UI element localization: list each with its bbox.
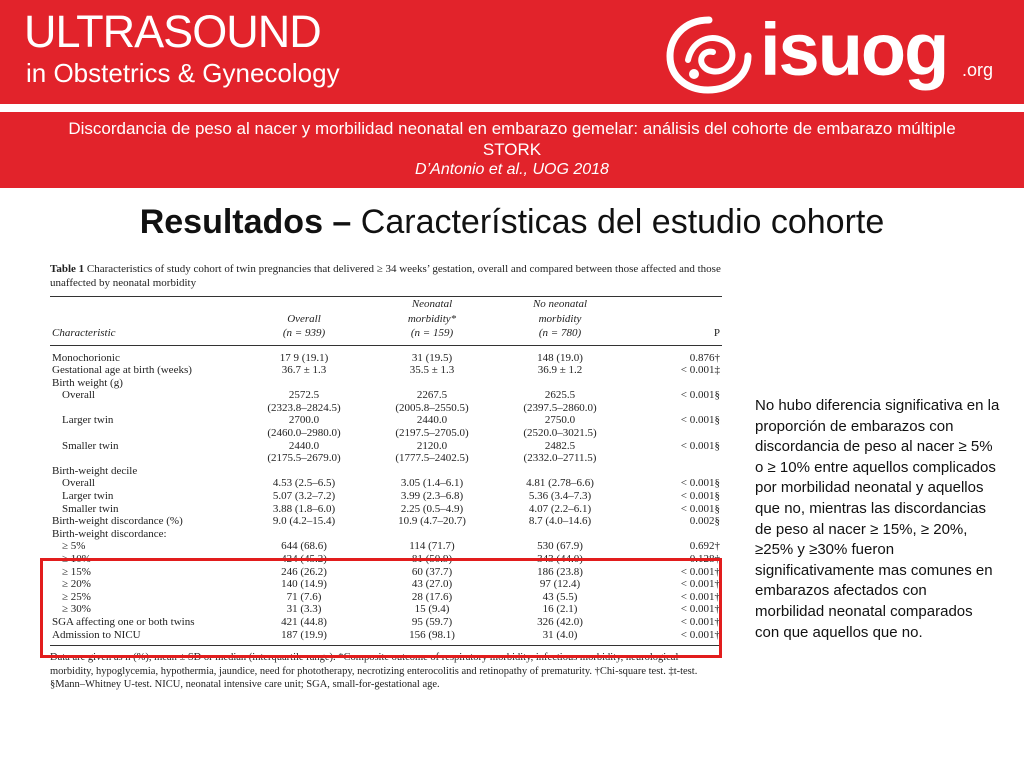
table-cell-morb: 2267.5 <box>416 389 448 402</box>
heading-bold: Resultados – <box>139 203 352 241</box>
table-cell-morb: 2440.0 <box>416 414 448 427</box>
slide-heading <box>0 200 1024 244</box>
table-cell-nomorb: 4.81 (2.78–6.6) <box>526 477 594 490</box>
table-cell-p: < 0.001§ <box>680 414 720 427</box>
table-cell-label: ≥ 20% <box>62 578 91 591</box>
table-cell-label: Overall <box>62 477 95 490</box>
table-caption-label: Table 1 <box>50 263 85 275</box>
header-morbidity-line1: Neonatal <box>368 297 496 312</box>
journal-title: ULTRASOUND <box>24 6 321 57</box>
header-overall: Overall <box>287 312 321 325</box>
table-cell-overall: 5.07 (3.2–7.2) <box>272 490 336 503</box>
table-cell-label: Birth-weight discordance: <box>52 527 167 540</box>
table-cell-morb: 81 (50.9) <box>411 553 453 565</box>
logo-suffix: .org <box>962 60 994 80</box>
table-cell-p: < 0.001§ <box>680 502 720 515</box>
table-header-row <box>50 326 722 345</box>
table-cell-nomorb <box>496 528 624 541</box>
table-cell-nomorb: 5.36 (3.4–7.3) <box>528 490 592 503</box>
table-cell-overall: 36.7 ± 1.3 <box>281 364 327 377</box>
table-cell-p: 0.876† <box>689 351 720 364</box>
table-cell-overall: 187 (19.9) <box>240 629 368 646</box>
table-cell-label: ≥ 25% <box>62 590 91 603</box>
table-cell-nomorb: 2750.0 <box>544 414 576 427</box>
table-cell-morb: 35.5 ± 1.3 <box>409 364 455 377</box>
table-row <box>50 377 722 390</box>
table-cell-morb: 2120.0 <box>416 439 448 452</box>
table-cell-label: Smaller twin <box>62 502 119 515</box>
side-commentary: No hubo diferencia significativa en la proporción de embarazos con discordancia de peso al nacer ≥ 5% o ≥ 10% entre aquellos complicados por morbilidad neonatal y aquellos que no, mientras las discordancias de peso al nacer ≥ 15%, ≥ 20%, ≥25% y ≥30% fueron significativamente mas comunes en embarazos afectados con morbilidad neonatal comparados con que aquellos que no. <box>755 397 1000 641</box>
table-cell-p: < 0.001† <box>680 590 720 603</box>
table-cell-overall: 246 (26.2) <box>281 565 327 578</box>
table-row <box>50 503 722 516</box>
table-cell-label: SGA affecting one or both twins <box>52 615 195 628</box>
table-cell-nomorb: 186 (23.8) <box>537 565 583 578</box>
table-footnote: Data are given as n (%), mean ± SD or median (interquartile range). *Composite outcome of respiratory morbidity, infectious morbidity, neurological morbidity, hypoglycemia, hypothermia, jaundice, need for phototherapy, necrotizing enterocolitis and retinopathy of prematurity. †Chi-square test. ‡t-test. §Mann–Whitney U-test. NICU, neonatal intensive care unit; SGA, small-for-gestational age. <box>50 652 698 691</box>
table-cell-p: < 0.001† <box>680 615 720 628</box>
table-cell-overall: 421 (44.8) <box>281 615 327 628</box>
article-banner <box>0 112 1024 188</box>
table-cell-p <box>624 377 722 390</box>
table-cell-p <box>624 528 722 541</box>
table-cell-nomorb: 148 (19.0) <box>537 351 583 364</box>
table-cell-overall: 644 (68.6) <box>281 540 327 553</box>
table-cell-label: ≥ 30% <box>62 603 91 616</box>
table-cell-nomorb: 36.9 ± 1.2 <box>537 364 583 377</box>
table-header-row <box>50 297 722 312</box>
header-no-morbidity-n: (n = 780) <box>496 326 624 345</box>
table-cell-label: Birth weight (g) <box>52 376 123 389</box>
table-cell-morb: 43 (27.0) <box>411 578 453 591</box>
table-cell-p: < 0.001† <box>624 629 722 646</box>
table-cell-label <box>50 452 240 465</box>
table-cell-morb <box>368 465 496 478</box>
table-cell-label: ≥ 15% <box>62 565 91 578</box>
table-row <box>50 414 722 427</box>
table-cell-overall: 4.53 (2.5–6.5) <box>272 477 336 490</box>
table-cell-morb: 2.25 (0.5–4.9) <box>400 502 464 515</box>
table-cell-overall: 2700.0 <box>288 414 320 427</box>
table-cell-morb: 156 (98.1) <box>368 629 496 646</box>
table-cell-p <box>624 427 722 440</box>
table-cell-nomorb: 4.07 (2.2–6.1) <box>528 502 592 515</box>
highlight-box <box>40 558 722 658</box>
table-row <box>50 452 722 465</box>
table-cell-overall: (2323.8–2824.5) <box>267 401 341 414</box>
table-cell-p: 0.128† <box>689 553 720 565</box>
header-overall-n: (n = 939) <box>240 326 368 345</box>
table-row <box>50 515 722 528</box>
table-cell-p <box>624 465 722 478</box>
table-cell-label: Overall <box>62 389 95 402</box>
table-cell-label: Smaller twin <box>62 439 119 452</box>
table-cell-label: ≥ 5% <box>62 540 86 553</box>
table-cell-label: Larger twin <box>62 414 114 427</box>
table-cell-morb: (2005.8–2550.5) <box>395 401 469 414</box>
table-cell-morb: 3.05 (1.4–6.1) <box>400 477 464 490</box>
header-morbidity-n: (n = 159) <box>368 326 496 345</box>
table-cell-label <box>50 402 240 415</box>
table-cell-p: 0.002§ <box>689 515 720 528</box>
table-cell-overall: 9.0 (4.2–15.4) <box>272 515 336 528</box>
table-cell-label: Admission to NICU <box>50 629 240 646</box>
table-cell-nomorb: (2520.0–3021.5) <box>523 427 597 440</box>
table-cell-overall: 31 (3.3) <box>286 603 322 616</box>
table-row <box>50 427 722 440</box>
article-title: Discordancia de peso al nacer y morbilidad neonatal en embarazo gemelar: análisis del cohorte de embarazo múltiple STORK <box>68 119 956 159</box>
table-cell-nomorb: (2332.0–2711.5) <box>523 452 597 465</box>
table-cell-p: < 0.001§ <box>680 477 720 490</box>
table-row <box>50 540 722 553</box>
table-cell-nomorb <box>496 377 624 390</box>
table-cell-overall: 2440.0 <box>288 439 320 452</box>
table-cell-nomorb: 8.7 (4.0–14.6) <box>528 515 592 528</box>
table-cell-morb: 95 (59.7) <box>411 615 453 628</box>
table-cell-morb: 31 (19.5) <box>411 351 453 364</box>
table-cell-nomorb: 2482.5 <box>544 439 576 452</box>
table-cell-morb: 10.9 (4.7–20.7) <box>398 515 466 528</box>
table-cell-nomorb <box>496 465 624 478</box>
table-cell-label: Birth-weight decile <box>52 464 138 477</box>
table-cell-nomorb: 326 (42.0) <box>537 615 583 628</box>
table-cell-nomorb: 43 (5.5) <box>542 590 578 603</box>
table-cell-morb: 114 (71.7) <box>409 540 455 553</box>
table-row <box>50 490 722 503</box>
table-cell-morb <box>368 528 496 541</box>
table-cell-p: < 0.001§ <box>680 490 720 503</box>
table-cell-nomorb: (2397.5–2860.0) <box>523 401 597 414</box>
table-cell-nomorb: 530 (67.9) <box>537 540 583 553</box>
table-cell-overall: (2460.0–2980.0) <box>267 427 341 440</box>
table-cell-overall: (2175.5–2679.0) <box>267 452 341 465</box>
table-cell-morb <box>368 377 496 390</box>
table-cell-overall <box>240 528 368 541</box>
table-row <box>50 440 722 453</box>
table-cell-nomorb: 97 (12.4) <box>539 578 581 591</box>
table-cell-morb: 15 (9.4) <box>414 603 450 616</box>
table-row <box>50 389 722 402</box>
table-cell-nomorb: 16 (2.1) <box>542 603 578 616</box>
table-cell-morb: 3.99 (2.3–6.8) <box>400 490 464 503</box>
table-cell-nomorb: 2625.5 <box>544 389 576 402</box>
table-cell-overall <box>240 377 368 390</box>
table-caption-text: Characteristics of study cohort of twin pregnancies that delivered ≥ 34 weeks’ gestation, overall and compared between those affected and those unaffected by neonatal morbidity <box>50 263 721 289</box>
table-cell-overall: 2572.5 <box>288 389 320 402</box>
header-characteristic: Characteristic <box>50 326 240 345</box>
table-cell-overall: 140 (14.9) <box>281 578 327 591</box>
table-row <box>50 364 722 377</box>
isuog-logo-icon <box>664 12 754 98</box>
table-header-row <box>50 312 722 327</box>
table-caption <box>50 262 722 290</box>
table-cell-overall: 424 (45.2) <box>281 553 327 565</box>
table-cell-label: Gestational age at birth (weeks) <box>52 364 192 377</box>
table-cell-nomorb: 343 (44.0) <box>537 553 583 565</box>
journal-header <box>0 0 1024 104</box>
table-cell-p: < 0.001§ <box>680 439 720 452</box>
table-cell-label <box>50 427 240 440</box>
journal-subtitle: in Obstetrics & Gynecology <box>26 58 340 88</box>
table-cell-p: < 0.001† <box>680 578 720 591</box>
table-cell-overall <box>240 465 368 478</box>
table-cell-overall: 3.88 (1.8–6.0) <box>272 502 336 515</box>
table-cell-p: < 0.001† <box>680 565 720 578</box>
header-no-morbidity-line1: No neonatal <box>496 297 624 312</box>
table-cell-label: ≥ 10% <box>62 553 91 565</box>
header-no-morbidity-line2: morbidity <box>538 312 582 325</box>
table-cell-label: Birth-weight discordance (%) <box>52 515 183 528</box>
header-p: P <box>624 326 722 345</box>
header-morbidity-line2: morbidity* <box>407 312 457 325</box>
table-row <box>50 528 722 541</box>
table-row <box>50 345 722 364</box>
table-cell-label: Monochorionic <box>52 351 120 364</box>
table-cell-nomorb: 31 (4.0) <box>496 629 624 646</box>
table-cell-p <box>624 452 722 465</box>
heading-rest: Características del estudio cohorte <box>351 203 885 241</box>
table-cell-p: < 0.001† <box>680 603 720 616</box>
logo-wordmark: isuog <box>760 8 948 91</box>
table-cell-morb: (2197.5–2705.0) <box>395 427 469 440</box>
table-cell-overall: 17 9 (19.1) <box>279 351 329 364</box>
table-row <box>50 465 722 478</box>
table-cell-label: Larger twin <box>62 490 114 503</box>
table-cell-p: < 0.001‡ <box>680 364 720 377</box>
isuog-logo[interactable] <box>664 8 1004 98</box>
table-cell-morb: (1777.5–2402.5) <box>395 452 469 465</box>
table-row <box>50 402 722 415</box>
table-cell-p <box>624 402 722 415</box>
table-cell-p: 0.692† <box>689 540 720 553</box>
table-cell-morb: 28 (17.6) <box>411 590 453 603</box>
table-cell-morb: 60 (37.7) <box>411 565 453 578</box>
table-cell-overall: 71 (7.6) <box>286 590 322 603</box>
table-row <box>50 477 722 490</box>
article-citation: D’Antonio et al., UOG 2018 <box>415 161 609 178</box>
table-cell-p: < 0.001§ <box>680 389 720 402</box>
